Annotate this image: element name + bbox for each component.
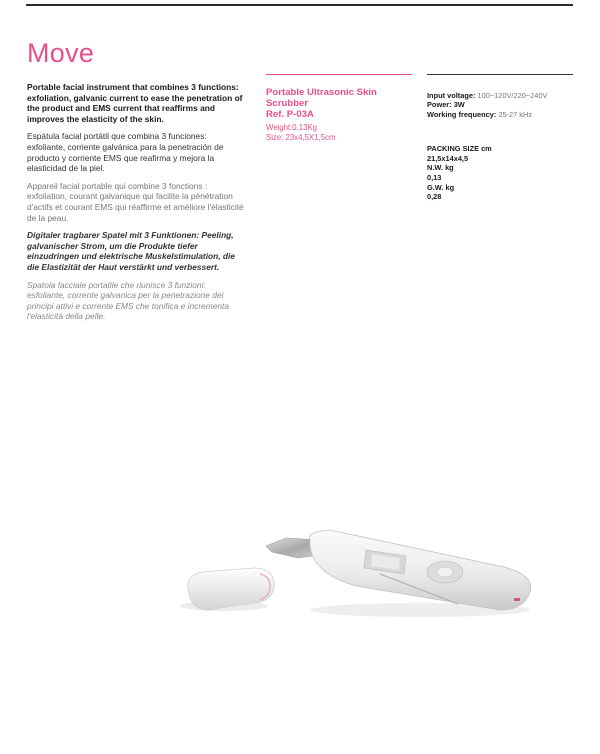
description-fr: Appareil facial portable qui combine 3 fonctions : exfoliation, courant galvanique qui facilite la pénétration d'actifs et courant EMS qui réaffirme et améliore l'élasticité de la peau. <box>27 180 244 223</box>
packing-info <box>427 144 573 202</box>
product-size: Size: 23x4,5X1,5cm <box>266 132 336 142</box>
product-column <box>266 74 412 142</box>
page-title: Move <box>27 38 95 69</box>
product-name-line1: Portable Ultrasonic Skin <box>266 87 377 98</box>
net-weight-label: N.W. kg <box>427 163 454 173</box>
description-de: Digitaler tragbarer Spatel mit 3 Funktionen: Peeling, galvanischer Strom, um die Produkte tiefer einzudringen und elektrische Muskelstimulation, die die Elastizität der Haut verstärkt und verbessert. <box>27 230 236 272</box>
tech-specs <box>427 91 573 119</box>
product-name <box>266 87 412 109</box>
specs-rule <box>427 74 573 75</box>
product-rule <box>266 74 412 75</box>
device-body <box>266 530 531 617</box>
description-it: Spatola facciale portatile che riunisce 3 funzioni: esfoliante, corrente galvanica per la penetrazione dei principi attivi e corrente EMS che tonifica e incrementa l'elasticità della pelle. <box>27 279 230 322</box>
input-voltage-label: Input voltage: <box>427 91 476 100</box>
specs-column <box>427 74 573 202</box>
product-photo <box>180 520 540 630</box>
product-dimensions <box>266 123 412 142</box>
gross-weight-value: 0,28 <box>427 192 442 202</box>
descriptions-column <box>27 82 245 329</box>
device-cap <box>180 568 274 611</box>
working-frequency-value: 25-27 kHz <box>498 109 533 119</box>
product-weight: Weight:0,13Kg <box>266 123 318 132</box>
input-voltage-value: 100~120V/220~240V <box>477 91 548 100</box>
working-frequency <box>427 110 573 119</box>
packing-size: 21,5x14x4,5 <box>427 153 469 163</box>
packing-header: PACKING SIZE cm <box>427 144 492 154</box>
description-en: Portable facial instrument that combines 3 functions: exfoliation, galvanic current to ease the penetration of the product and EMS current that reaffirms and improves the elasticity of the skin. <box>27 82 243 124</box>
description-es: Espátula facial portátil que combina 3 funciones: exfoliante, corriente galvánica para la penetración de producto y corriente EMS que reafirma y mejora la elasticidad de la piel. <box>27 131 224 174</box>
net-weight-value: 0,13 <box>427 173 442 182</box>
gross-weight-label: G.W. kg <box>427 182 455 192</box>
working-frequency-label: Working frequency: <box>427 109 497 119</box>
top-rule <box>26 4 573 6</box>
power: Power: 3W <box>427 100 465 110</box>
product-name-line2: Scrubber <box>266 98 309 109</box>
input-voltage <box>427 91 573 100</box>
product-ref: Ref. P-03A <box>266 109 314 120</box>
